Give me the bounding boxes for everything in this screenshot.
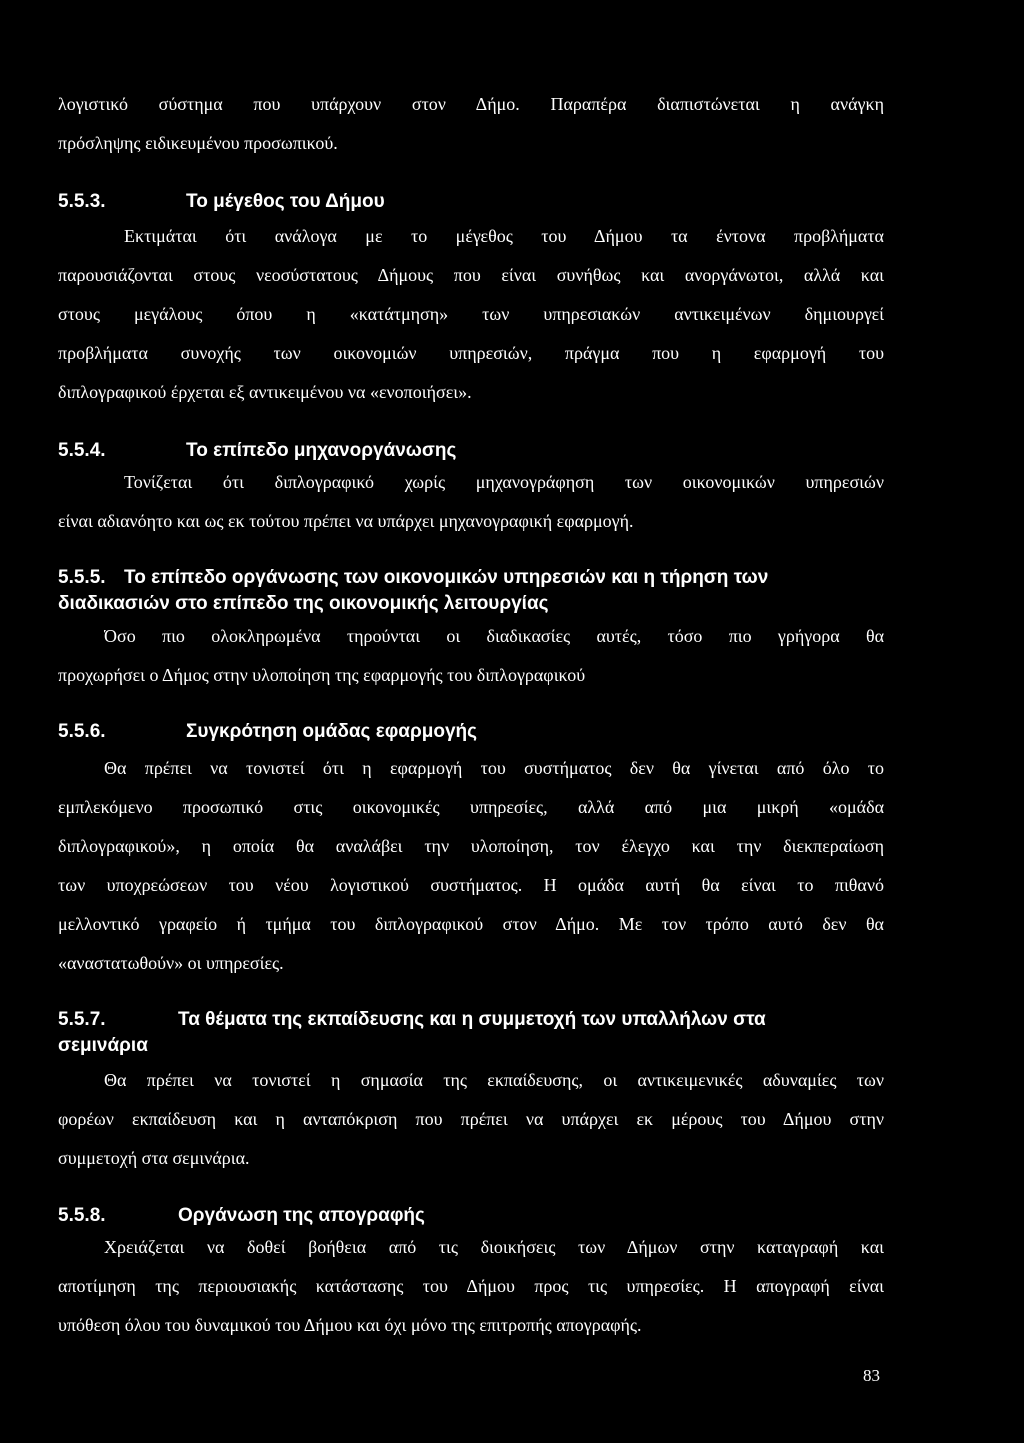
paragraph-line: είναι αδιανόητο και ως εκ τούτου πρέπει να υπάρχει μηχανογραφική εφαρμογή.: [58, 511, 634, 531]
section-title-line1: Το επίπεδο οργάνωσης των οικονομικών υπηρεσιών και η τήρηση των: [124, 567, 769, 588]
paragraph-line: στους μεγάλους όπου η «κατάτμηση» των υπηρεσιακών αντικειμένων δημιουργεί: [58, 304, 884, 324]
paragraph-line: Θα πρέπει να τονιστεί ότι η εφαρμογή του συστήματος δεν θα γίνεται από όλο το: [104, 758, 884, 778]
paragraph-line: συμμετοχή στα σεμινάρια.: [58, 1148, 250, 1168]
paragraph-line: Τονίζεται ότι διπλογραφικό χωρίς μηχανογράφηση των οικονομικών υπηρεσιών: [124, 472, 884, 492]
paragraph-line: λογιστικό σύστημα που υπάρχουν στον Δήμο. Παραπέρα διαπιστώνεται η ανάγκη: [58, 94, 884, 114]
section-title: Το επίπεδο μηχανοργάνωσης: [186, 440, 457, 461]
section-heading-5-5-3: [58, 190, 884, 214]
section-title: Συγκρότηση ομάδας εφαρμογής: [186, 721, 478, 742]
section-heading-5-5-6: [58, 720, 884, 744]
section-number: 5.5.6.: [58, 721, 106, 742]
paragraph-line: Χρειάζεται να δοθεί βοήθεια από τις διοικήσεις των Δήμων στην καταγραφή και: [104, 1237, 884, 1257]
section-number: 5.5.8.: [58, 1205, 106, 1226]
paragraph-line: εμπλεκόμενο προσωπικό στις οικονομικές υπηρεσίες, αλλά από μια μικρή «ομάδα: [58, 797, 884, 817]
paragraph-line: διπλογραφικού έρχεται εξ αντικειμένου να «ενοποιήσει».: [58, 382, 472, 402]
paragraph-line: φορέων εκπαίδευση και η ανταπόκριση που πρέπει να υπάρχει εκ μέρους του Δήμου στην: [58, 1109, 884, 1129]
section-title-line1: Τα θέματα της εκπαίδευσης και η συμμετοχή των υπαλλήλων στα: [178, 1009, 766, 1030]
page-number: 83: [863, 1366, 880, 1385]
section-number: 5.5.4.: [58, 440, 106, 461]
paragraph-line: «αναστατωθούν» οι υπηρεσίες.: [58, 953, 284, 973]
section-title: Το μέγεθος του Δήμου: [186, 191, 385, 212]
paragraph-line: προβλήματα συνοχής των οικονομιών υπηρεσιών, πράγμα που η εφαρμογή του: [58, 343, 884, 363]
section-heading-5-5-4: [58, 439, 884, 463]
section-heading-5-5-8: [58, 1204, 884, 1228]
paragraph-line: πρόσληψης ειδικευμένου προσωπικού.: [58, 133, 338, 153]
section-heading-5-5-7: [58, 1008, 884, 1032]
paragraph-line: Όσο πιο ολοκληρωμένα τηρούνται οι διαδικασίες αυτές, τόσο πιο γρήγορα θα: [104, 626, 884, 646]
section-number: 5.5.3.: [58, 191, 106, 212]
paragraph-line: παρουσιάζονται στους νεοσύστατους Δήμους που είναι συνήθως και ανοργάνωτοι, αλλά και: [58, 265, 884, 285]
paragraph-line: Εκτιμάται ότι ανάλογα με το μέγεθος του Δήμου τα έντονα προβλήματα: [124, 226, 884, 246]
paragraph-line: μελλοντικό γραφείο ή τμήμα του διπλογραφικού στον Δήμο. Με τον τρόπο αυτό δεν θα: [58, 914, 884, 934]
section-heading-5-5-5: [58, 566, 884, 590]
paragraph-line: προχωρήσει ο Δήμος στην υλοποίηση της εφαρμογής του διπλογραφικού: [58, 665, 586, 685]
paragraph-line: των υποχρεώσεων του νέου λογιστικού συστήματος. Η ομάδα αυτή θα είναι το πιθανό: [58, 875, 884, 895]
paragraph-line: υπόθεση όλου του δυναμικού του Δήμου και όχι μόνο της επιτροπής απογραφής.: [58, 1315, 642, 1335]
paragraph-line: αποτίμηση της περιουσιακής κατάστασης του Δήμου προς τις υπηρεσίες. Η απογραφή είναι: [58, 1276, 884, 1296]
section-title-line2: διαδικασιών στο επίπεδο της οικονομικής λειτουργίας: [58, 593, 549, 614]
section-number: 5.5.7.: [58, 1009, 106, 1030]
paragraph-line: Θα πρέπει να τονιστεί η σημασία της εκπαίδευσης, οι αντικειμενικές αδυναμίες των: [104, 1070, 884, 1090]
section-number: 5.5.5.: [58, 567, 106, 588]
paragraph-line: διπλογραφικού», η οποία θα αναλάβει την υλοποίηση, τον έλεγχο και την διεκπεραίωση: [58, 836, 884, 856]
section-title-line2: σεμινάρια: [58, 1035, 148, 1056]
section-title: Οργάνωση της απογραφής: [178, 1205, 425, 1226]
